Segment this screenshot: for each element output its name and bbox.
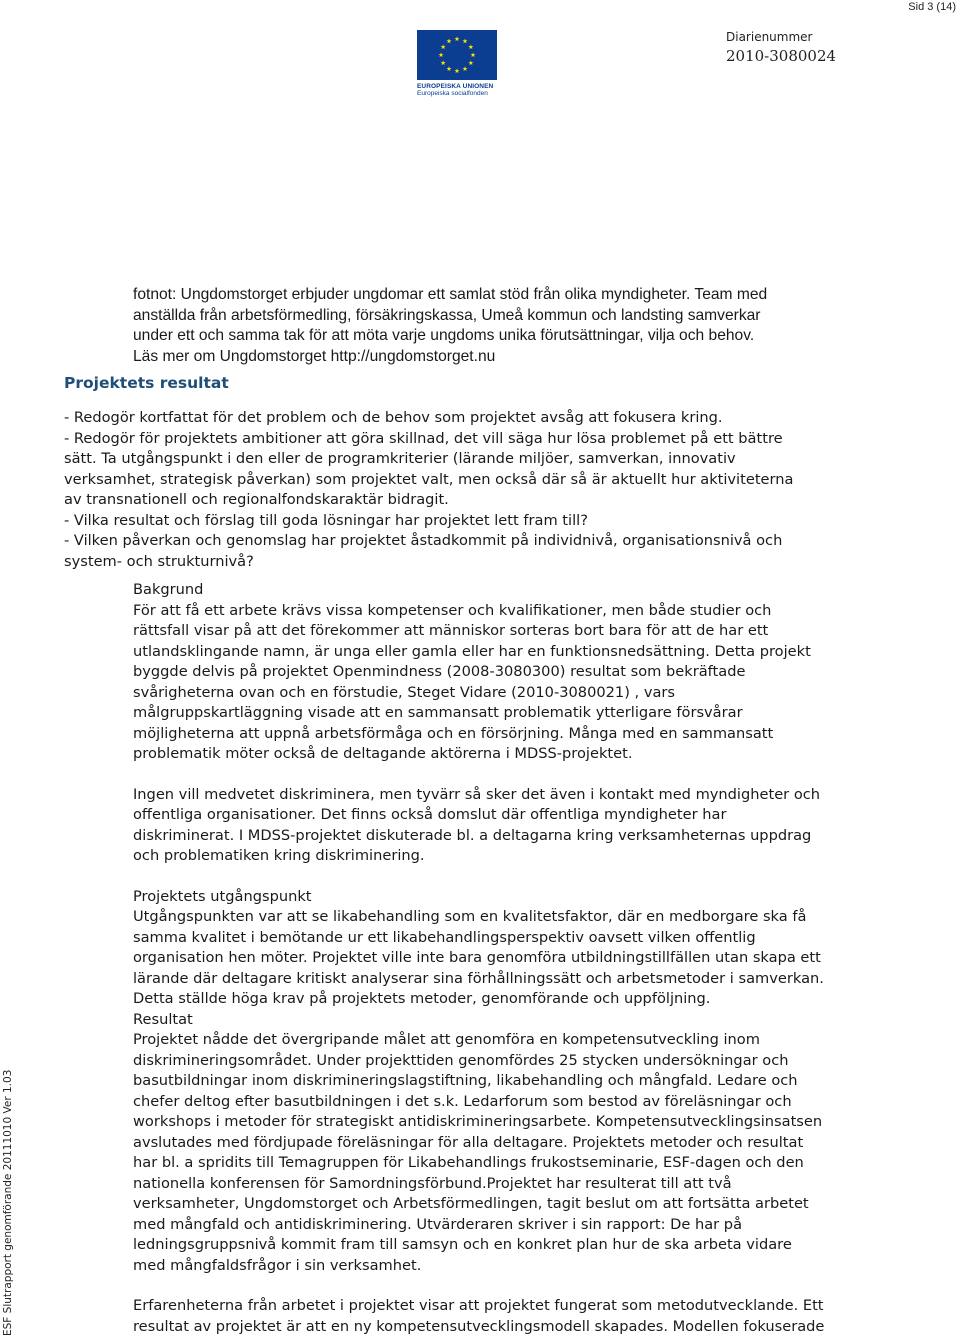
body-line: och problematiken kring diskriminering. bbox=[133, 846, 953, 867]
body-line: problematik möter också de deltagande aktörerna i MDSS-projektet. bbox=[133, 744, 953, 765]
instruction-line: sätt. Ta utgångspunkt i den eller de programkriterier (lärande miljöer, samverkan, innovativ bbox=[64, 449, 954, 470]
body-text bbox=[133, 580, 953, 1337]
footnote-line: fotnot: Ungdomstorget erbjuder ungdomar ett samlat stöd från olika myndigheter. Team med bbox=[133, 285, 953, 306]
body-line: Bakgrund bbox=[133, 580, 953, 601]
instructions bbox=[64, 408, 954, 572]
diarie-label: Diarienummer bbox=[726, 30, 836, 44]
diarie-value: 2010-3080024 bbox=[726, 47, 836, 65]
section-heading: Projektets resultat bbox=[64, 374, 229, 392]
instruction-line: - Vilka resultat och förslag till goda lösningar har projektet lett fram till? bbox=[64, 511, 954, 532]
body-line: Ingen vill medvetet diskriminera, men tyvärr så sker det även i kontakt med myndigheter och bbox=[133, 785, 953, 806]
instruction-line: - Redogör för projektets ambitioner att göra skillnad, det vill säga hur lösa problemet på ett bättre bbox=[64, 429, 954, 450]
footnote-line: Läs mer om Ungdomstorget http://ungdomstorget.nu bbox=[133, 347, 953, 368]
body-line: avslutades med fördjupade föreläsningar för alla deltagare. Projektets metoder och resultat bbox=[133, 1133, 953, 1154]
instruction-line: - Redogör kortfattat för det problem och de behov som projektet avsåg att fokusera kring. bbox=[64, 408, 954, 429]
body-line: organisation hen möter. Projektet ville inte bara genomföra utbildningstillfällen utan skapa ett bbox=[133, 948, 953, 969]
logo-line-1: EUROPEISKA UNIONEN bbox=[417, 83, 499, 90]
body-line: svårigheterna ovan och en förstudie, Steget Vidare (2010-3080021) , vars bbox=[133, 683, 953, 704]
body-line: Utgångspunkten var att se likabehandling som en kvalitetsfaktor, där en medborgare ska få bbox=[133, 907, 953, 928]
footnote-line: under ett och samma tak för att möta varje ungdoms unika förutsättningar, vilja och behov. bbox=[133, 326, 953, 347]
body-line: rättsfall visar på att det förekommer att människor sorteras bort bara för att de har ett bbox=[133, 621, 953, 642]
body-line: ledningsgruppsnivå kommit fram till samsyn och en konkret plan hur de ska arbeta vidare bbox=[133, 1235, 953, 1256]
body-line: offentliga organisationer. Det finns också domslut där offentliga myndigheter har bbox=[133, 805, 953, 826]
footnote-line: anställda från arbetsförmedling, försäkringskassa, Umeå kommun och landsting samverkar bbox=[133, 306, 953, 327]
body-block-discrimination bbox=[133, 785, 953, 867]
logo-line-2: Europeiska socialfonden bbox=[417, 90, 499, 97]
body-line: chefer deltog efter basutbildningen i det s.k. Ledarforum som bestod av föreläsningar och bbox=[133, 1092, 953, 1113]
eu-flag-icon bbox=[417, 30, 497, 80]
body-block-experiences bbox=[133, 1296, 953, 1337]
body-line: workshops i metoder för strategiskt antidiskrimineringsarbete. Kompetensutvecklingsinsatsen bbox=[133, 1112, 953, 1133]
body-line: med mångfald och antidiskriminering. Utvärderaren skriver i sin rapport: De har på bbox=[133, 1215, 953, 1236]
body-line: lärande där deltagare kritiskt analyserar sina förhållningssätt och arbetsmetoder i samverkan. bbox=[133, 969, 953, 990]
body-line: Erfarenheterna från arbetet i projektet visar att projektet fungerat som metodutvecklande. Ett bbox=[133, 1296, 953, 1317]
body-block-starting-point bbox=[133, 887, 953, 1277]
version-sidebar: ESF Slutrapport genomförande 20111010 Ver 1.03 bbox=[2, 1036, 14, 1336]
instruction-line: - Vilken påverkan och genomslag har projektet åstadkommit på individnivå, organisationsnivå och bbox=[64, 531, 954, 552]
body-line: byggde delvis på projektet Openmindness (2008-3080300) resultat som bekräftade bbox=[133, 662, 953, 683]
body-line: Resultat bbox=[133, 1010, 953, 1031]
body-line: Projektets utgångspunkt bbox=[133, 887, 953, 908]
body-line: möjligheterna att uppnå arbetsförmåga och en försörjning. Många med en sammansatt bbox=[133, 724, 953, 745]
body-line: med mångfaldsfrågor i sin verksamhet. bbox=[133, 1256, 953, 1277]
body-line: har bl. a spridits till Temagruppen för Likabehandlings frukostseminarie, ESF-dagen och den bbox=[133, 1153, 953, 1174]
body-line: verksamheter, Ungdomstorget och Arbetsförmedlingen, tagit beslut om att fortsätta arbetet bbox=[133, 1194, 953, 1215]
body-line: diskrimineringsområdet. Under projekttiden genomfördes 25 stycken undersökningar och bbox=[133, 1051, 953, 1072]
body-line: nationella konferensen för Samordningsförbund.Projektet har resulterat till att två bbox=[133, 1174, 953, 1195]
body-line: Projektet nådde det övergripande målet att genomföra en kompetensutveckling inom bbox=[133, 1030, 953, 1051]
body-line: diskriminerat. I MDSS-projektet diskuterade bl. a deltagarna kring verksamheternas uppdrag bbox=[133, 826, 953, 847]
diarie-block bbox=[726, 30, 836, 65]
body-line: samma kvalitet i bemötande ur ett likabehandlingsperspektiv oavsett vilken offentlig bbox=[133, 928, 953, 949]
instruction-line: verksamhet, strategisk påverkan) som projektet valt, men också där så är aktuellt hur aktiviteterna bbox=[64, 470, 954, 491]
body-line: basutbildningar inom diskrimineringslagstiftning, likabehandling och mångfald. Ledare och bbox=[133, 1071, 953, 1092]
body-line: För att få ett arbete krävs vissa kompetenser och kvalifikationer, men både studier och bbox=[133, 601, 953, 622]
body-line: målgruppskartläggning visade att en sammansatt problematik ytterligare försvårar bbox=[133, 703, 953, 724]
body-line: Detta ställde höga krav på projektets metoder, genomförande och uppföljning. bbox=[133, 989, 953, 1010]
instruction-line: av transnationell och regionalfondskaraktär bidragit. bbox=[64, 490, 954, 511]
footnote bbox=[133, 285, 953, 367]
page-number: Sid 3 (14) bbox=[908, 1, 956, 13]
body-block-background bbox=[133, 580, 953, 765]
instruction-line: system- och strukturnivå? bbox=[64, 552, 954, 573]
body-line: resultat av projektet är att en ny kompetensutvecklingsmodell skapades. Modellen fokuserade bbox=[133, 1317, 953, 1337]
body-line: utlandsklingande namn, är unga eller gamla eller har en funktionsnedsättning. Detta projekt bbox=[133, 642, 953, 663]
eu-logo bbox=[417, 30, 499, 97]
